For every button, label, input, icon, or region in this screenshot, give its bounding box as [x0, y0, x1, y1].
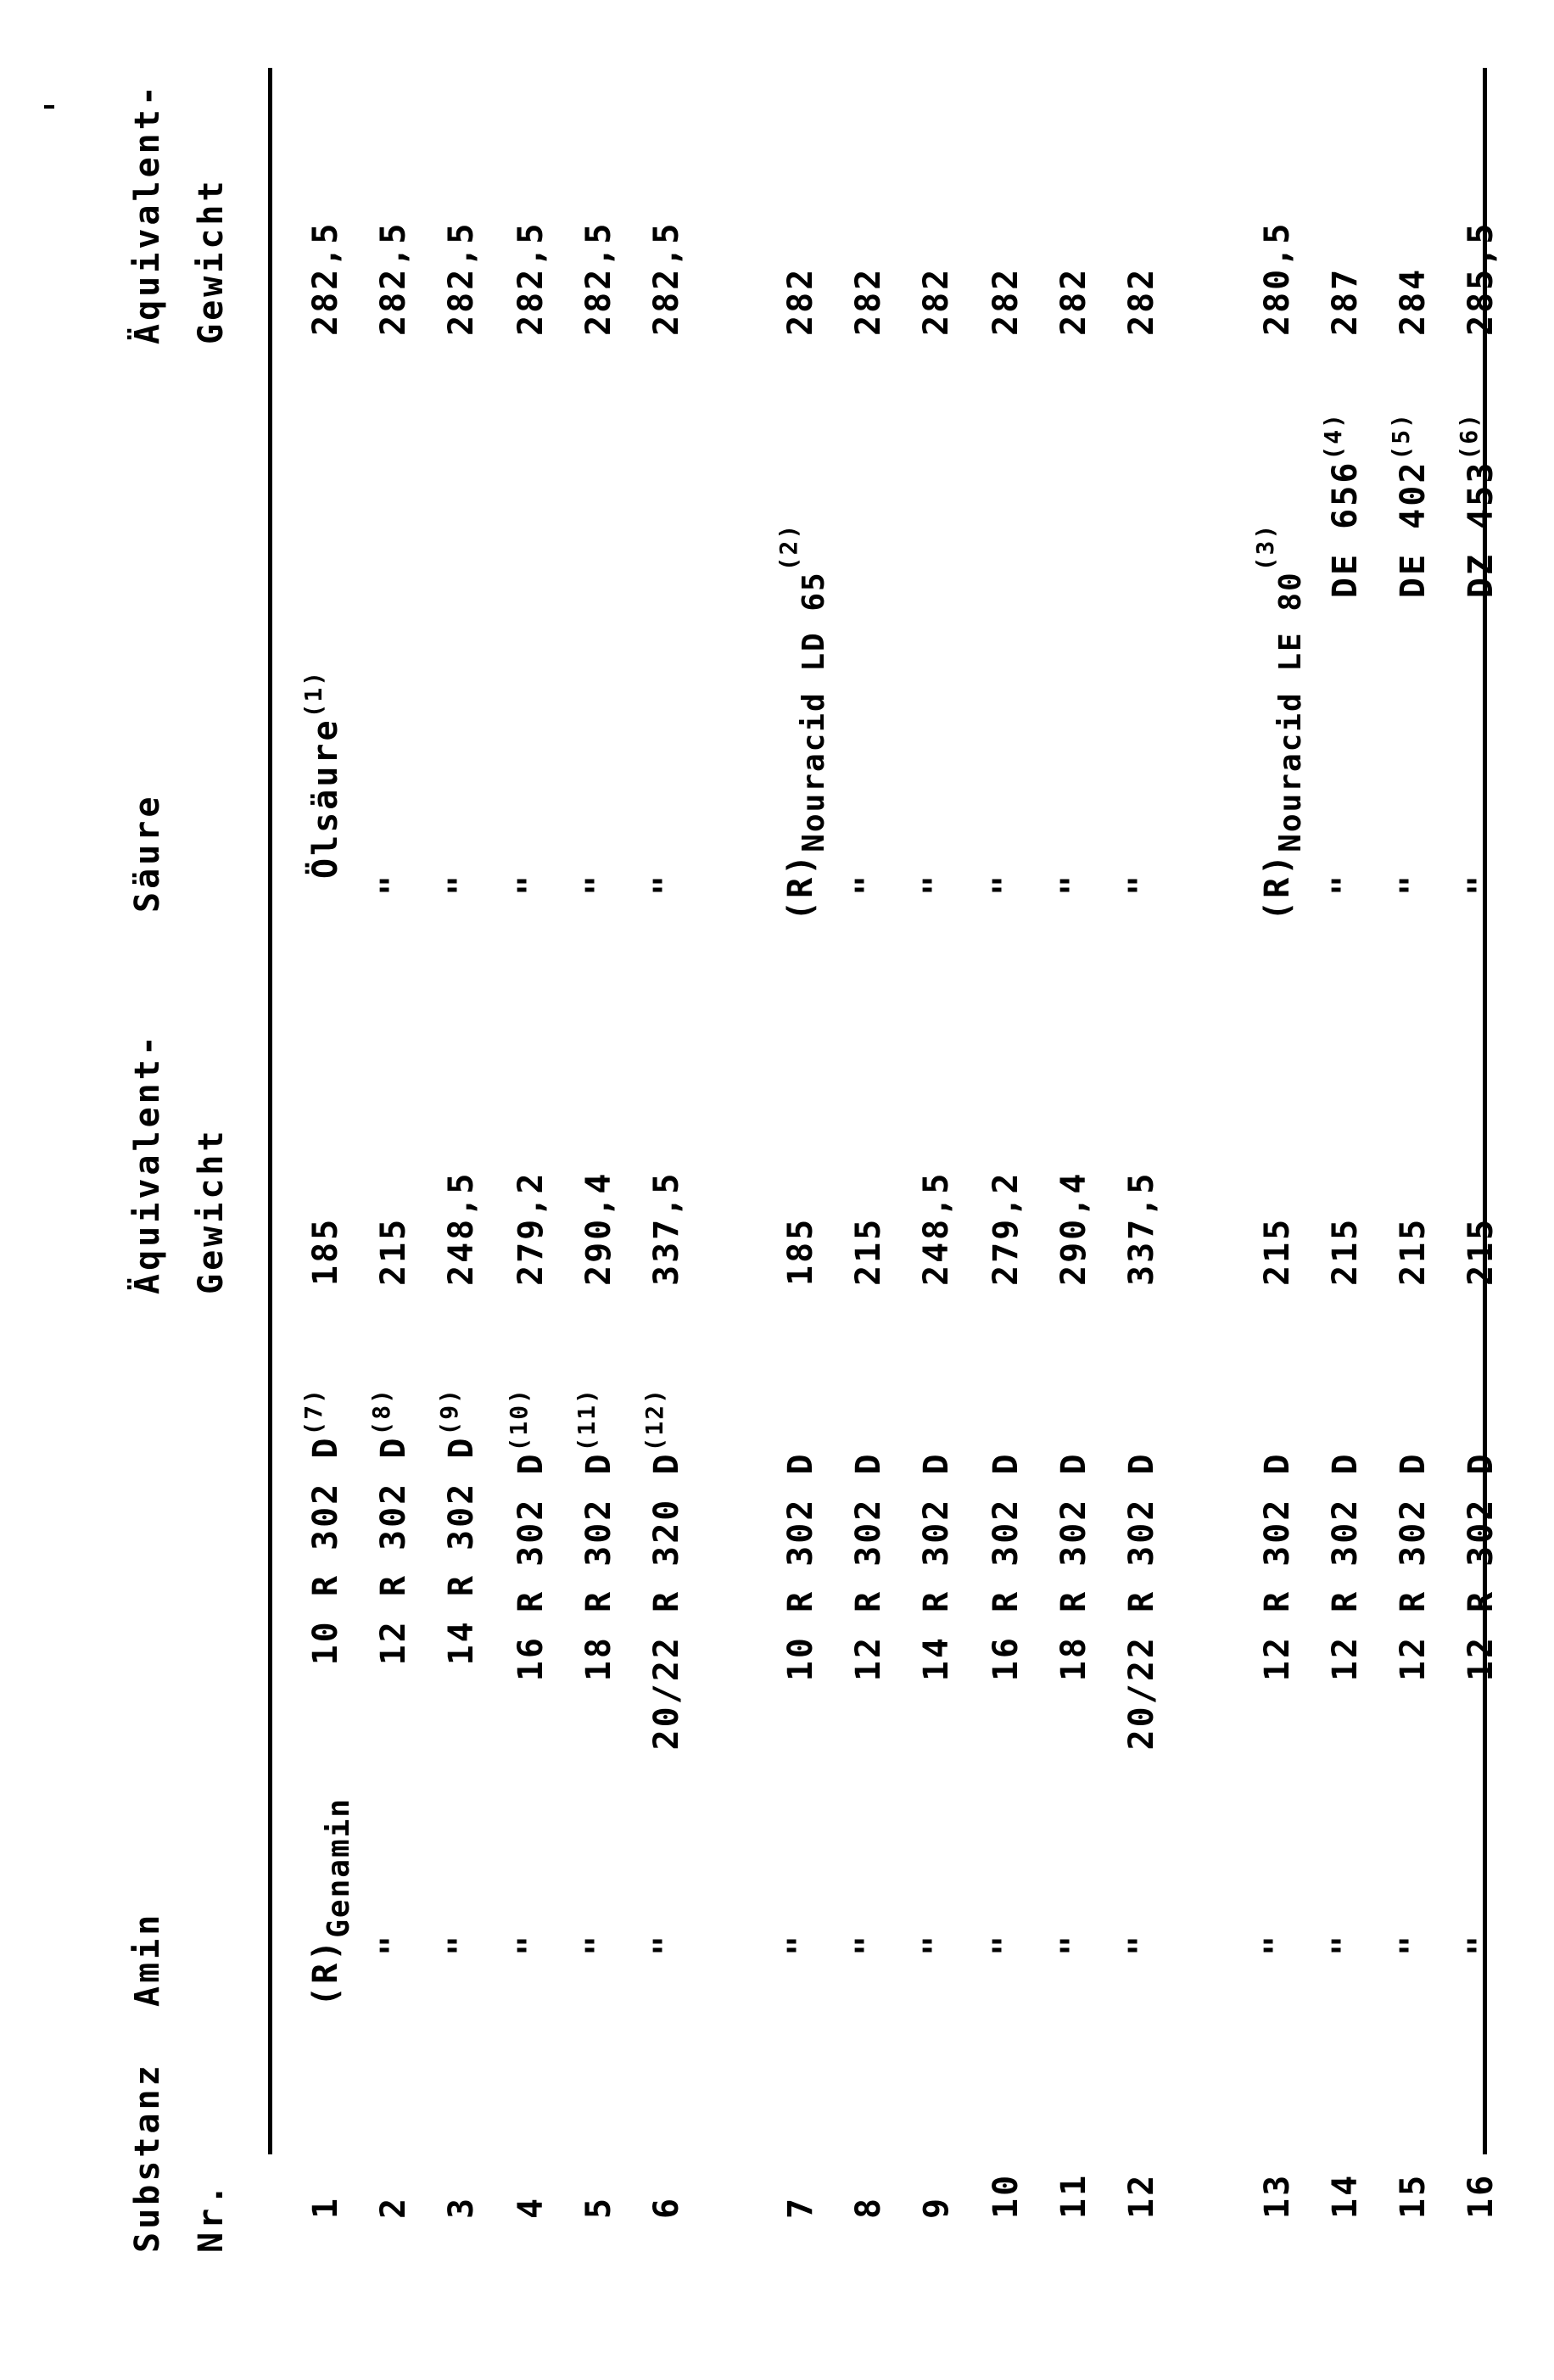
- amin-code-text: 12 R 302 D: [1326, 1451, 1365, 1682]
- saeure-code-text: DZ 453: [1462, 460, 1501, 599]
- footnote-ref: (9): [435, 1388, 463, 1436]
- amin-code-text: 12 R 302 D: [1462, 1451, 1501, 1682]
- saeure-aequivalent-gewicht: 282: [917, 266, 956, 336]
- saeure-ditto-mark: ": [987, 874, 1026, 896]
- amin-code-text: 14 R 302 D: [442, 1435, 481, 1666]
- footnote-ref: (4): [1319, 412, 1347, 461]
- row-nr: 9: [917, 2195, 956, 2219]
- saeure-tradename: Nouracid LD 65: [797, 571, 831, 852]
- amin-aequivalent-gewicht: 215: [849, 1216, 888, 1286]
- saeure-code-text: DE 656: [1326, 460, 1365, 599]
- saeure-tradename: Nouracid LE 80: [1273, 571, 1308, 852]
- row-nr: 5: [579, 2195, 618, 2219]
- row-nr: 3: [442, 2195, 481, 2219]
- header-saeure-aequivalent: Äquivalent-: [128, 82, 167, 344]
- saeure-code-text: DE 402: [1394, 460, 1433, 599]
- amin-code: [640, 1388, 690, 1751]
- footnote-ref: (6): [1455, 412, 1483, 461]
- amin-ditto-mark: ": [374, 1935, 413, 1956]
- saeure-name: [774, 522, 831, 921]
- amin-code-text: 10 R 302 D: [781, 1451, 820, 1682]
- footnote-ref: (1): [299, 669, 327, 718]
- row-nr: 16: [1462, 2172, 1501, 2219]
- amin-code: [848, 1388, 892, 1681]
- registered-mark: (R): [1258, 852, 1297, 921]
- saeure-ditto-mark: ": [579, 874, 618, 896]
- amin-ditto-mark: ": [647, 1935, 686, 1956]
- footnote-ref: (2): [774, 522, 802, 572]
- registered-mark: (R): [306, 1937, 345, 2007]
- footnote-ref: (12): [640, 1388, 668, 1452]
- saeure-aequivalent-gewicht: 282,5: [374, 221, 413, 336]
- header-substanz: Substanz: [128, 2062, 167, 2253]
- amin-aequivalent-gewicht: 279,2: [987, 1170, 1026, 1286]
- row-nr: 2: [374, 2195, 413, 2219]
- amin-code-text: 18 R 302 D: [579, 1451, 618, 1682]
- footnote-ref: (7): [299, 1388, 327, 1436]
- bottom-rule: [1483, 68, 1487, 2154]
- amin-code-text: 16 R 302 D: [987, 1451, 1026, 1682]
- amin-code: [1393, 1388, 1437, 1681]
- amin-code-text: 14 R 302 D: [917, 1451, 956, 1682]
- amin-code: [916, 1388, 960, 1681]
- amin-ditto-mark: ": [987, 1935, 1026, 1956]
- amin-ditto-mark: ": [849, 1935, 888, 1956]
- saeure-aequivalent-gewicht: 282: [987, 266, 1026, 336]
- footnote-ref: (10): [505, 1388, 533, 1452]
- amin-code-text: 12 R 302 D: [1394, 1451, 1433, 1682]
- header-rule: [268, 68, 272, 2154]
- saeure-aequivalent-gewicht: 282,5: [442, 221, 481, 336]
- amin-code-text: 20/22 R 302 D: [1122, 1451, 1161, 1751]
- amin-aequivalent-gewicht: 279,2: [511, 1170, 551, 1286]
- amin-code-text: 12 R 302 D: [1258, 1451, 1297, 1682]
- saeure-aequivalent-gewicht: 282: [1054, 266, 1093, 336]
- row-nr: 11: [1054, 2172, 1093, 2219]
- row-nr: 14: [1326, 2172, 1365, 2219]
- amin-ditto-mark: ": [1394, 1935, 1433, 1956]
- amin-ditto-mark: ": [781, 1935, 820, 1956]
- footnote-ref: (5): [1387, 412, 1415, 461]
- saeure-aequivalent-gewicht: 282,5: [306, 221, 345, 336]
- amin-code: [367, 1388, 417, 1666]
- amin-aequivalent-gewicht: 290,4: [1054, 1170, 1093, 1286]
- amin-code-text: 16 R 302 D: [511, 1451, 551, 1682]
- saeure-ditto-mark: ": [917, 874, 956, 896]
- header-nr: Nr.: [192, 2181, 231, 2253]
- saeure-ditto-mark: ": [647, 874, 686, 896]
- amin-aequivalent-gewicht: 215: [374, 1216, 413, 1286]
- header-amin-gewicht: Gewicht: [192, 1127, 231, 1294]
- saeure-aequivalent-gewicht: 282,5: [579, 221, 618, 336]
- row-nr: 4: [511, 2195, 551, 2219]
- saeure-aequivalent-gewicht: 282: [1122, 266, 1161, 336]
- amin-ditto-mark: ": [1462, 1935, 1501, 1956]
- saeure-name: [299, 669, 349, 879]
- amin-code-text: 10 R 302 D: [306, 1435, 345, 1666]
- amin-aequivalent-gewicht: 248,5: [917, 1170, 956, 1286]
- saeure-ditto-mark: ": [1394, 874, 1433, 896]
- row-nr: 6: [647, 2195, 686, 2219]
- saeure-ditto-mark: ": [442, 874, 481, 896]
- saeure-aequivalent-gewicht: 282: [781, 266, 820, 336]
- saeure-code: [1319, 412, 1369, 599]
- saeure-ditto-mark: ": [374, 874, 413, 896]
- amin-aequivalent-gewicht: 215: [1326, 1216, 1365, 1286]
- row-nr: 10: [987, 2172, 1026, 2219]
- amin-code: [986, 1388, 1030, 1681]
- amin-code-text: 12 R 302 D: [849, 1451, 888, 1682]
- amin-aequivalent-gewicht: 215: [1462, 1216, 1501, 1286]
- registered-mark: (R): [781, 852, 820, 921]
- amin-code-text: 18 R 302 D: [1054, 1451, 1093, 1682]
- amin-name: [305, 1797, 356, 2007]
- amin-ditto-mark: ": [1122, 1935, 1161, 1956]
- saeure-aequivalent-gewicht: 287: [1326, 266, 1365, 336]
- amin-ditto-mark: ": [1258, 1935, 1297, 1956]
- amin-code: [1257, 1388, 1301, 1681]
- amin-aequivalent-gewicht: 185: [781, 1216, 820, 1286]
- footnote-ref: (8): [367, 1388, 395, 1436]
- amin-code: [299, 1388, 349, 1666]
- saeure-aequivalent-gewicht: 280,5: [1258, 221, 1297, 336]
- saeure-name: [1251, 522, 1308, 921]
- row-nr: 8: [849, 2195, 888, 2219]
- amin-ditto-mark: ": [511, 1935, 551, 1956]
- saeure-ditto-mark: ": [1326, 874, 1365, 896]
- saeure-aequivalent-gewicht: 282,5: [647, 221, 686, 336]
- amin-code: [1325, 1388, 1369, 1681]
- amin-aequivalent-gewicht: 185: [306, 1216, 345, 1286]
- row-nr: 12: [1122, 2172, 1161, 2219]
- amin-ditto-mark: ": [917, 1935, 956, 1956]
- saeure-ditto-mark: ": [1462, 874, 1501, 896]
- saeure-aequivalent-gewicht: 282,5: [511, 221, 551, 336]
- row-nr: 15: [1394, 2172, 1433, 2219]
- amin-code: [1054, 1388, 1098, 1681]
- amin-ditto-mark: ": [442, 1935, 481, 1956]
- header-amin: Amin: [128, 1911, 167, 2007]
- amin-aequivalent-gewicht: 337,5: [647, 1170, 686, 1286]
- amin-aequivalent-gewicht: 215: [1258, 1216, 1297, 1286]
- saeure-ditto-mark: ": [849, 874, 888, 896]
- amin-tradename: Genamin: [321, 1797, 356, 1938]
- header-amin-aequivalent: Äquivalent-: [128, 1032, 167, 1294]
- amin-code: [435, 1388, 485, 1666]
- saeure-ditto-mark: ": [1054, 874, 1093, 896]
- amin-code: [505, 1388, 555, 1682]
- amin-code: [1121, 1388, 1166, 1751]
- saeure-aequivalent-gewicht: 284: [1394, 266, 1433, 336]
- amin-aequivalent-gewicht: 337,5: [1122, 1170, 1161, 1286]
- amin-aequivalent-gewicht: 215: [1394, 1216, 1433, 1286]
- amin-code: [573, 1388, 623, 1682]
- saeure-code: [1387, 412, 1437, 599]
- row-nr: 13: [1258, 2172, 1297, 2219]
- footnote-ref: (3): [1251, 522, 1279, 572]
- amin-aequivalent-gewicht: 290,4: [579, 1170, 618, 1286]
- footnote-ref: (11): [573, 1388, 601, 1452]
- amin-aequivalent-gewicht: 248,5: [442, 1170, 481, 1286]
- amin-code: [1461, 1388, 1505, 1681]
- header-saeure-gewicht: Gewicht: [192, 177, 231, 344]
- amin-ditto-mark: ": [1326, 1935, 1365, 1956]
- scan-mark: [44, 105, 54, 109]
- saeure-ditto-mark: ": [511, 874, 551, 896]
- saeure-ditto-mark: ": [1122, 874, 1161, 896]
- saeure-code: [1455, 412, 1505, 599]
- row-nr: 7: [781, 2195, 820, 2219]
- amin-code-text: 12 R 302 D: [374, 1435, 413, 1666]
- amin-code: [780, 1388, 825, 1681]
- amin-code-text: 20/22 R 320 D: [647, 1451, 686, 1751]
- row-nr: 1: [306, 2195, 345, 2219]
- header-saeure: Säure: [128, 793, 167, 913]
- saeure-aequivalent-gewicht: 285,5: [1462, 221, 1501, 336]
- saeure-name-text: Ölsäure: [306, 718, 345, 879]
- saeure-aequivalent-gewicht: 282: [849, 266, 888, 336]
- amin-ditto-mark: ": [579, 1935, 618, 1956]
- amin-ditto-mark: ": [1054, 1935, 1093, 1956]
